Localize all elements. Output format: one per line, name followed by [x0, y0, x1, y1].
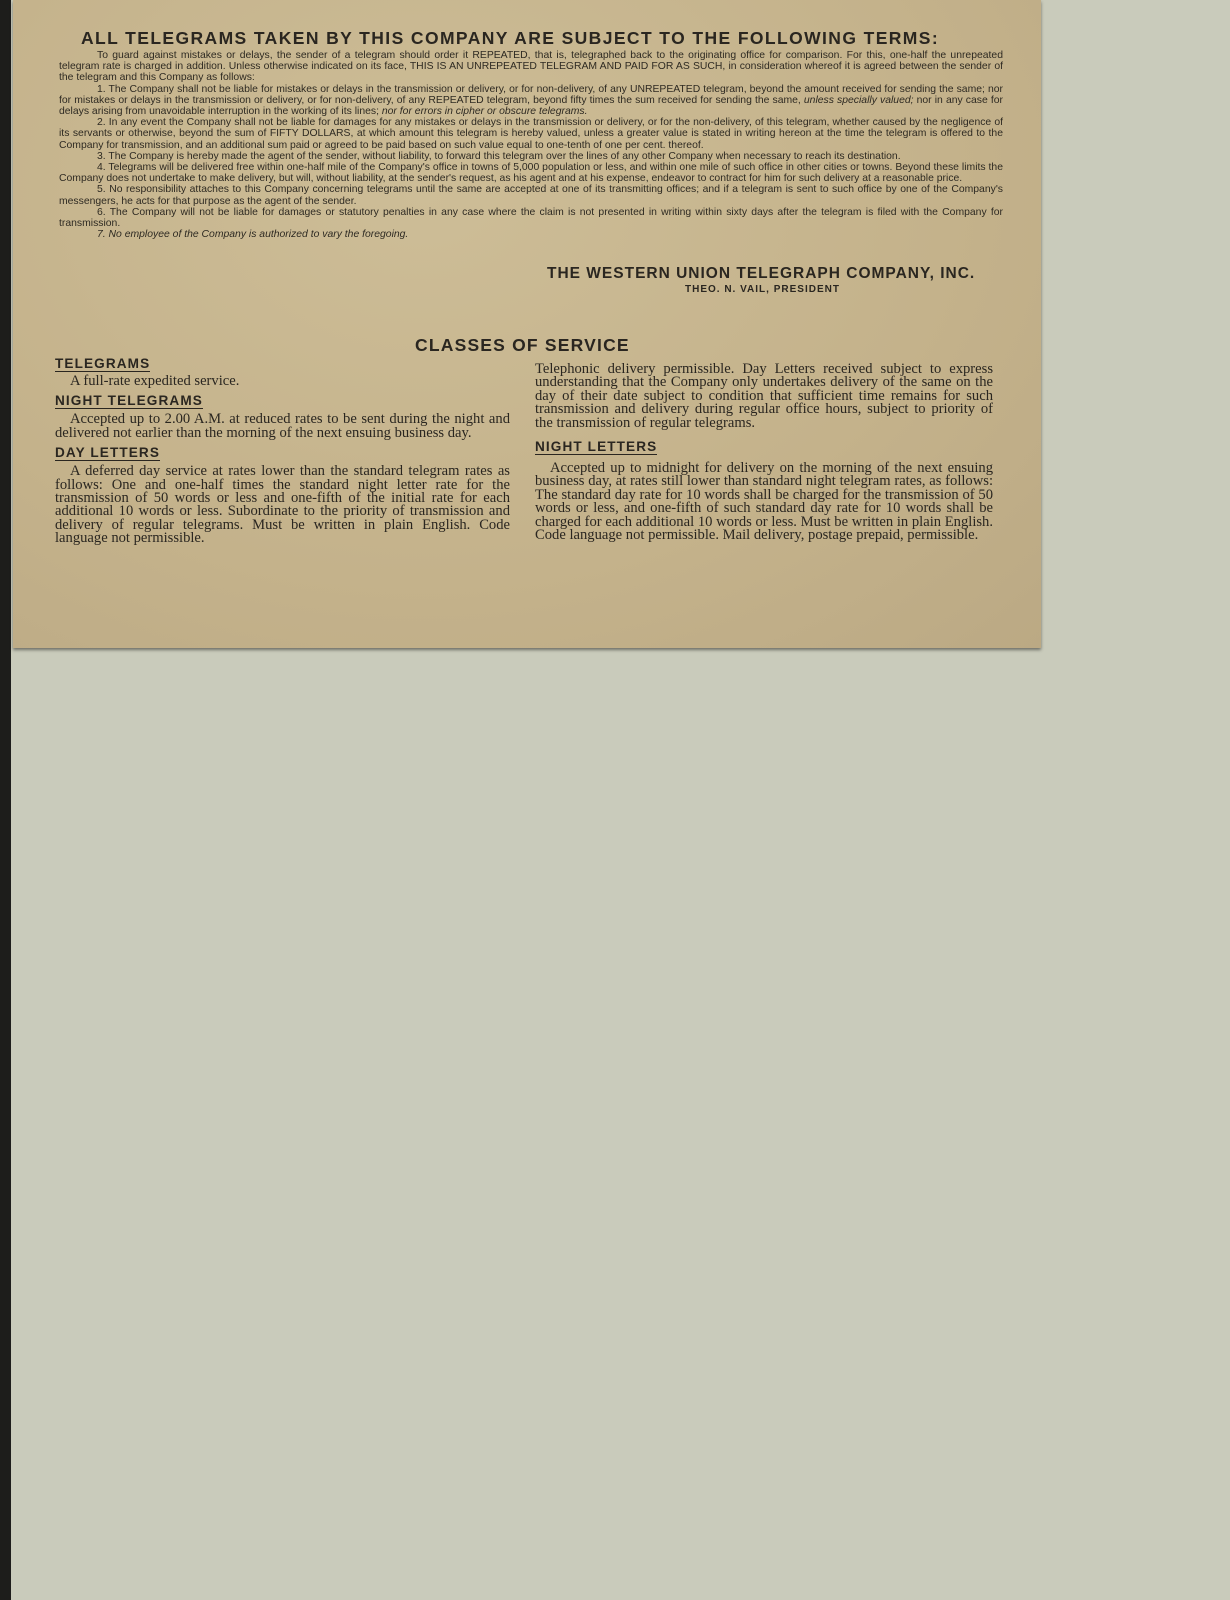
section-body-day-letters-continued: Telephonic delivery permissible. Day Letters received subject to express understanding that the Company only undertakes delivery of the same on the day of their date subject to condition that sufficient time remains for such transmission and delivery during regular office hours, subject to priority of the transmission of regular telegrams. [535, 361, 993, 431]
terms-text [59, 50, 1003, 240]
terms-item-2: 2. In any event the Company shall not be liable for damages for any mistakes or delays in the transmission or delivery, or for the non-delivery, of this telegram, whether caused by the negligence of its servants or otherwise, beyond the sum of FIFTY DOLLARS, at which amount this telegram is hereby valued, unless a greater value is stated in writing hereon at the time the telegram is offered to the Company for transmission, and an additional sum paid or agreed to be paid based on such value equal to one-tenth of one per cent. thereof. [59, 117, 1003, 151]
scan-edge [0, 0, 11, 1600]
section-title-night-telegrams: NIGHT TELEGRAMS [55, 393, 203, 409]
section-title-telegrams: TELEGRAMS [55, 356, 151, 371]
section-body-night-letters: Accepted up to midnight for delivery on the morning of the next ensuing business day, at rates still lower than standard night telegram rates, as follows: The standard day rate for 10 words shall be charged for the transmission of 50 words or less, and one-fifth of such standard day rate for 10 words shall be charged for each additional 10 words or less. Must be written in plain English. Code language not permissible. Mail delivery, postage prepaid, permissible. [535, 460, 993, 544]
section-title-night-letters: NIGHT LETTERS [535, 439, 658, 455]
terms-item-1: 1. The Company shall not be liable for mistakes or delays in the transmission or delivery, or for non-delivery, of any UNREPEATED telegram, beyond the amount received for sending the same; nor for mistakes or delays in the transmission or delivery, or for non-delivery, of any REPEATED telegram, beyond fifty times the sum received for sending the same, unless specially valued; nor in any case for delays arising from unavoidable interruption in the working of its lines; nor for errors in cipher or obscure telegrams. [59, 83, 1003, 118]
telegram-back-sheet [13, 0, 1041, 648]
terms-heading: ALL TELEGRAMS TAKEN BY THIS COMPANY ARE SUBJECT TO THE FOLLOWING TERMS: [81, 28, 940, 48]
terms-item-7: 7. No employee of the Company is authorized to vary the foregoing. [97, 229, 409, 241]
classes-right-column [535, 363, 993, 542]
terms-item-3: 3. The Company is hereby made the agent of the sender, without liability, to forward this telegram over the lines of any other Company when necessary to reach its destination. [97, 150, 901, 162]
terms-intro: To guard against mistakes or delays, the sender of a telegram should order it REPEATED, that is, telegraphed back to the originating office for comparison. For this, one-half the unrepeated telegram rate is charged in addition. Unless otherwise indicated on its face, THIS IS AN UNREPEATED TELEGRAM AND PAID FOR AS SUCH, in consideration whereof it is agreed between the sender of the telegram and this Company as follows: [59, 50, 1003, 84]
section-body-telegrams: A full-rate expedited service. [70, 373, 240, 389]
classes-left-column [55, 356, 510, 546]
section-body-day-letters: A deferred day service at rates lower than the standard telegram rates as follows: One and one-half times the standard night letter rate for the transmission of 50 words or less and one-fifth of the initial rate for each additional 10 words or less. Subordinate to the priority of transmission and delivery of regular telegrams. Must be written in plain English. Code language not permissible. [55, 463, 510, 547]
company-president: THEO. N. VAIL, PRESIDENT [685, 284, 840, 295]
company-name: THE WESTERN UNION TELEGRAPH COMPANY, INC. [547, 265, 976, 282]
section-title-day-letters: DAY LETTERS [55, 445, 161, 461]
classes-heading: CLASSES OF SERVICE [415, 335, 630, 355]
terms-item-5: 5. No responsibility attaches to this Company concerning telegrams until the same are accepted at one of its transmitting offices; and if a telegram is sent to such office by one of the Company's messengers, he acts for that purpose as the agent of the sender. [59, 184, 1003, 207]
section-body-night-telegrams: Accepted up to 2.00 A.M. at reduced rates to be sent during the night and delivered not earlier than the morning of the next ensuing business day. [55, 411, 510, 441]
terms-item-6: 6. The Company will not be liable for damages or statutory penalties in any case where the claim is not presented in writing within sixty days after the telegram is filed with the Company for transmission. [59, 206, 1003, 230]
terms-item-4: 4. Telegrams will be delivered free within one-half mile of the Company's office in towns of 5,000 population or less, and within one mile of such office in other cities or towns. Beyond these limits the Company does not undertake to make delivery, but will, without liability, at the sender's request, as his agent and at his expense, endeavor to contract for him for such delivery at a reasonable price. [59, 162, 1003, 185]
